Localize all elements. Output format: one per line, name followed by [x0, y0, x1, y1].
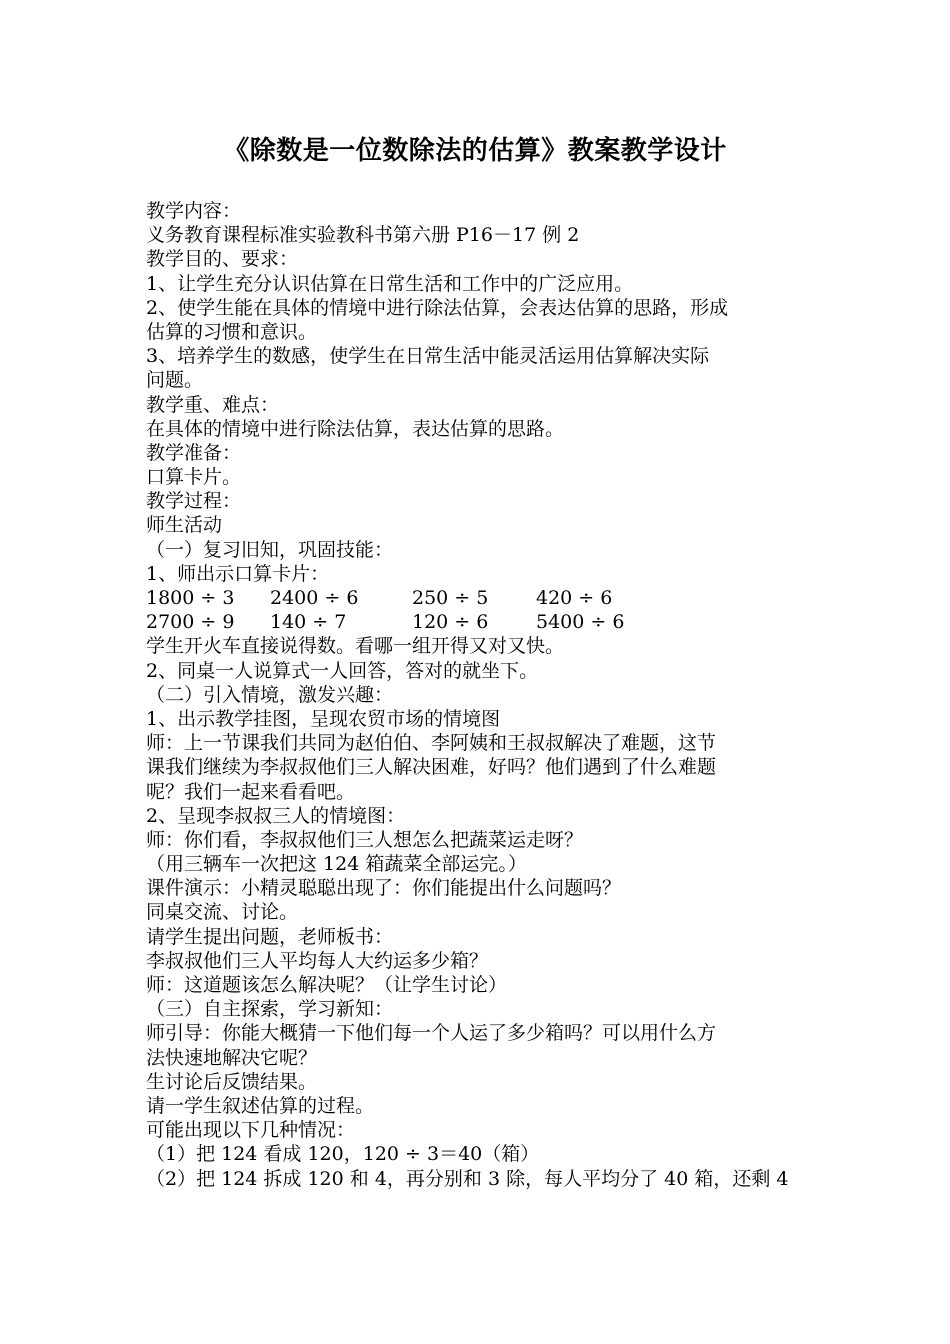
text-line: 师生活动 — [146, 514, 223, 537]
text-line: （用三辆车一次把这 124 箱蔬菜全部运完。） — [146, 853, 527, 876]
text-line: （2）把 124 拆成 120 和 4，再分别和 3 除，每人平均分了 40 箱，还剩 4 — [146, 1167, 789, 1190]
text-line: 师：你们看，李叔叔他们三人想怎么把蔬菜运走呀？ — [146, 828, 584, 851]
calc-item: 1800 ÷ 3 — [146, 587, 235, 609]
text-line: 教学过程： — [146, 490, 242, 513]
text-line: 师：上一节课我们共同为赵伯伯、李阿姨和王叔叔解决了难题，这节 — [146, 732, 717, 755]
text-line: 法快速地解决它呢？ — [146, 1046, 318, 1069]
calc-item: 140 ÷ 7 — [270, 611, 347, 634]
text-line: 请学生提出问题，老师板书： — [146, 925, 394, 948]
calc-row — [146, 610, 826, 634]
text-line: 教学准备： — [146, 441, 242, 464]
text-line: 同桌交流、讨论。 — [146, 901, 299, 924]
calc-row — [146, 586, 826, 610]
text-line: 生讨论后反馈结果。 — [146, 1070, 318, 1093]
text-line: 1、让学生充分认识估算在日常生活和工作中的广泛应用。 — [146, 272, 634, 295]
text-line: 师引导：你能大概猜一下他们每一个人运了多少箱吗？可以用什么方 — [146, 1022, 717, 1045]
text-line: （一）复习旧知，巩固技能： — [146, 538, 394, 561]
text-line: 可能出现以下几种情况： — [146, 1119, 356, 1142]
text-line: 课件演示：小精灵聪聪出现了：你们能提出什么问题吗？ — [146, 877, 622, 900]
text-line: 问题。 — [146, 369, 204, 392]
text-line: 3、培养学生的数感，使学生在日常生活中能灵活运用估算解决实际 — [146, 345, 710, 368]
calc-item: 120 ÷ 6 — [412, 611, 489, 634]
text-line: 请一学生叙述估算的过程。 — [146, 1094, 375, 1117]
text-line: （三）自主探索，学习新知： — [146, 998, 394, 1021]
text-line: 呢？我们一起来看看吧。 — [146, 780, 356, 803]
calc-item: 2400 ÷ 6 — [270, 587, 359, 609]
text-line: 学生开火车直接说得数。看哪一组开得又对又快。 — [146, 635, 565, 658]
text-line: 教学重、难点： — [146, 393, 280, 416]
text-line: 2、使学生能在具体的情境中进行除法估算，会表达估算的思路，形成 — [146, 296, 729, 319]
text-line: （二）引入情境，激发兴趣： — [146, 683, 394, 706]
text-line: 教学内容： — [146, 200, 242, 222]
text-line: 2、同桌一人说算式一人回答，答对的就坐下。 — [146, 659, 539, 682]
document-body — [146, 199, 826, 1191]
text-line: （1）把 124 看成 120，120 ÷ 3＝40（箱） — [146, 1143, 540, 1166]
calc-item: 2700 ÷ 9 — [146, 611, 235, 634]
text-line: 口算卡片。 — [146, 466, 242, 489]
page-title: 《除数是一位数除法的估算》教案教学设计 — [223, 136, 727, 166]
text-line: 义务教育课程标准实验教科书第六册 P16－17 例 2 — [146, 224, 580, 247]
calc-item: 5400 ÷ 6 — [536, 611, 625, 634]
text-line: 师：这道题该怎么解决呢？（让学生讨论） — [146, 974, 508, 996]
calc-item: 250 ÷ 5 — [412, 587, 489, 609]
text-line: 估算的习惯和意识。 — [146, 320, 318, 343]
calc-item: 420 ÷ 6 — [536, 587, 613, 609]
text-line: 1、师出示口算卡片： — [146, 562, 330, 585]
text-line: 1、出示教学挂图，呈现农贸市场的情境图 — [146, 707, 501, 730]
text-line: 2、呈现李叔叔三人的情境图： — [146, 804, 406, 827]
text-line: 李叔叔他们三人平均每人大约运多少箱？ — [146, 949, 489, 972]
text-line: 教学目的、要求： — [146, 248, 299, 271]
text-line: 在具体的情境中进行除法估算，表达估算的思路。 — [146, 417, 565, 440]
text-line: 课我们继续为李叔叔他们三人解决困难，好吗？他们遇到了什么难题 — [146, 756, 717, 779]
